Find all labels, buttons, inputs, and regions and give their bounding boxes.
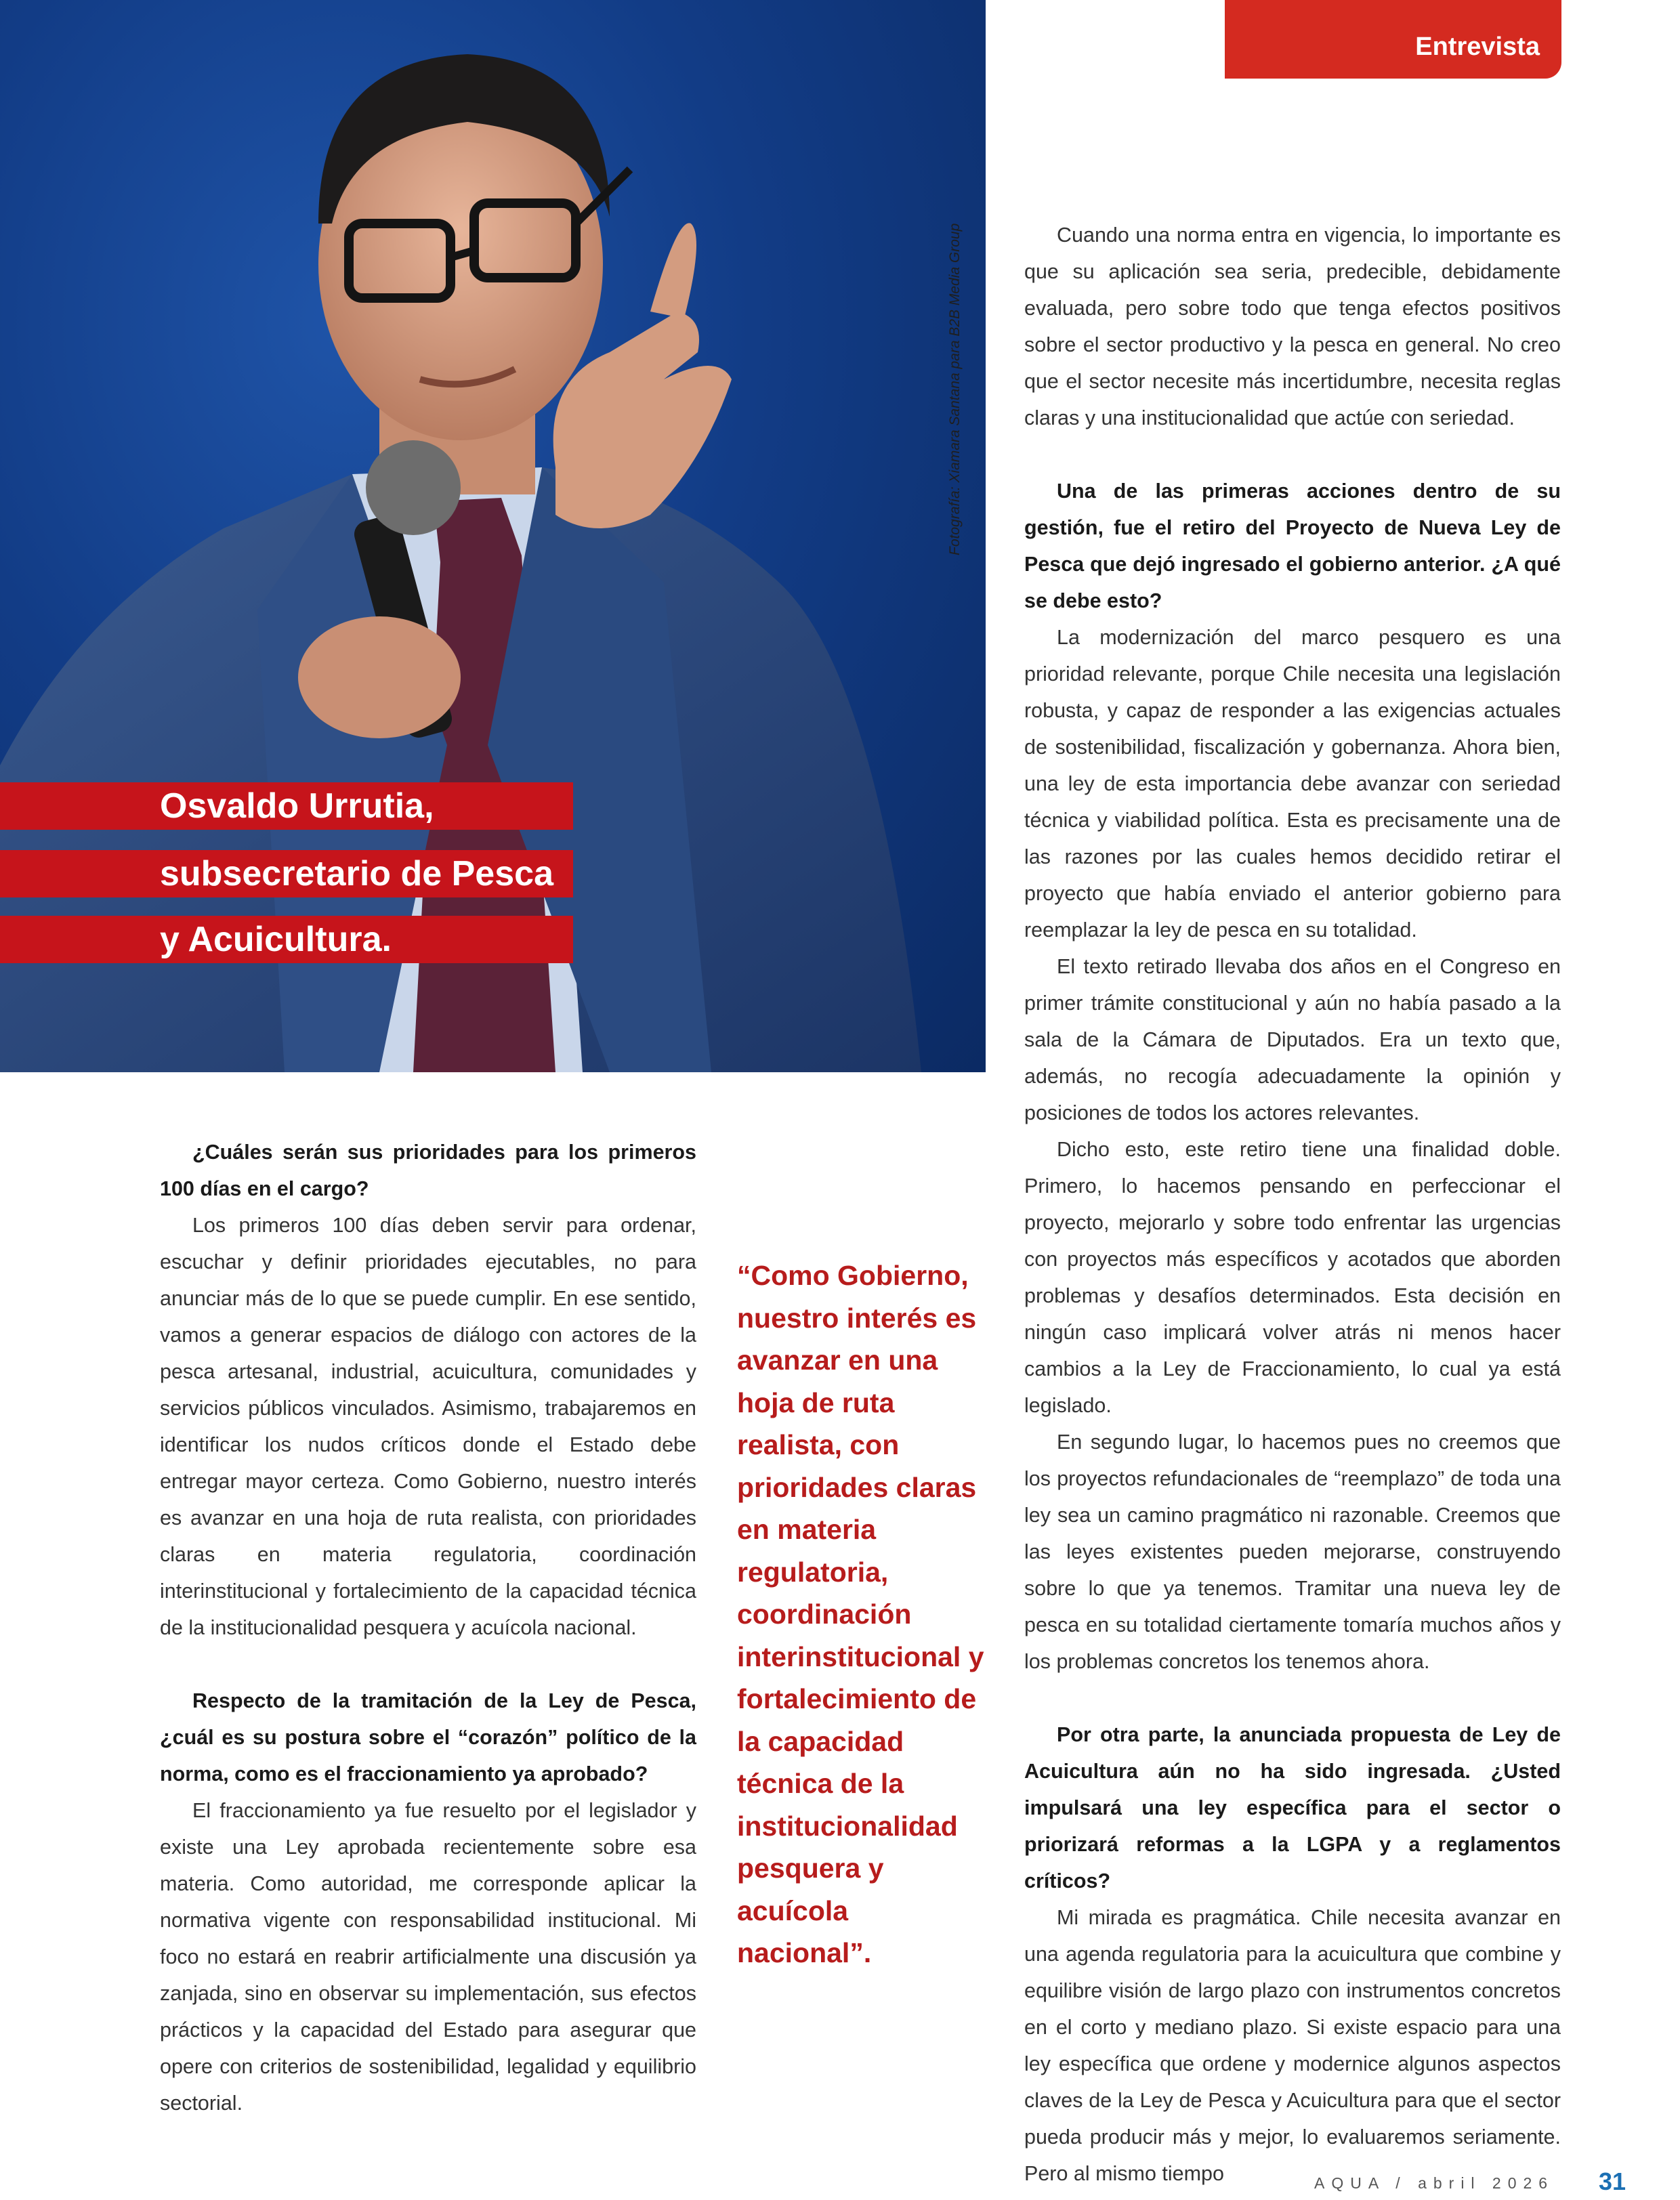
answer-paragraph: Dicho esto, este retiro tiene una finalidad doble. Primero, lo hacemos pensando en perfeccionar el proyecto, mejorarlo y sobre todo enfrentar las urgencias con proyectos más específicos y acotados que aborden problemas y desafíos determinados. Esta decisión en ningún caso implicará volver atrás ni menos hacer cambios a la Ley de Fraccionamiento, lo cual ya está legislado. [1024, 1138, 1561, 1417]
photo-credit: Fotografía: Xiamara Santana para B2B Media Group [947, 223, 963, 555]
caption-line-role-cont: y Acuicultura. [0, 916, 573, 963]
question: Una de las primeras acciones dentro de su gestión, fue el retiro del Proyecto de Nueva Ley de Pesca que dejó ingresado el gobierno anterior. ¿A qué se debe esto? [1024, 480, 1561, 612]
right-column [1024, 217, 1561, 2192]
question: Respecto de la tramitación de la Ley de Pesca, ¿cuál es su postura sobre el “corazón” político de la norma, como es el fraccionamiento ya aprobado? [160, 1689, 696, 1785]
answer-paragraph: En segundo lugar, lo hacemos pues no creemos que los proyectos refundacionales de “reemplazo” de toda una ley sea un camino pragmático ni razonable. Creemos que las leyes existentes pueden mejorarse, construyendo sobre lo que ya tenemos. Tramitar una nueva ley de pesca en su totalidad ciertamente tomaría muchos años y los problemas concretos los tenemos ahora. [1024, 1431, 1561, 1673]
caption-line-role: subsecretario de Pesca [0, 850, 573, 897]
answer-paragraph: Mi mirada es pragmática. Chile necesita avanzar en una agenda regulatoria para la acuicultura que combine y equilibre visión de largo plazo con instrumentos concretos en el corto y mediano plazo. Si existe espacio para una ley específica que ordene y modernice algunos aspectos claves de la Ley de Pesca y Acuicultura para que el sector pueda producir más y mejor, lo evaluaremos seriamente. Pero al mismo tiempo [1024, 1906, 1561, 2185]
pull-quote: “Como Gobierno, nuestro interés es avanzar en una hoja de ruta realista, con prioridades claras en materia regulatoria, coordinación interinstitucional y fortalecimiento de la capacidad técnica de la institucionalidad pesquera y acuícola nacional”. [737, 1260, 984, 1968]
portrait-photo [0, 0, 986, 1072]
answer-paragraph: La modernización del marco pesquero es una prioridad relevante, porque Chile necesita una legislación robusta, y capaz de responder a las exigencias actuales de sostenibilidad, fiscalización y gobernanza. Ahora bien, una ley de esta importancia debe avanzar con seriedad técnica y viabilidad política. Esta es precisamente una de las razones por las cuales hemos decidido retirar el proyecto que había enviado el anterior gobierno para reemplazar la ley de pesca en su totalidad. [1024, 626, 1561, 942]
page-number: 31 [1599, 2167, 1626, 2195]
left-column [160, 1134, 696, 2121]
answer-paragraph: Los primeros 100 días deben servir para ordenar, escuchar y definir prioridades ejecutables, no para anunciar más de lo que se puede cumplir. En ese sentido, vamos a generar espacios de diálogo con actores de la pesca artesanal, industrial, acuicultura, comunidades y servicios públicos vinculados. Asimismo, trabajaremos en identificar los nudos críticos donde el Estado debe entregar mayor certeza. Como Gobierno, nuestro interés es avanzar en una hoja de ruta realista, con prioridades claras en materia regulatoria, coordinación interinstitucional y fortalecimiento de la capacidad técnica de la institucionalidad pesquera y acuícola nacional. [160, 1214, 696, 1639]
answer-paragraph: El fraccionamiento ya fue resuelto por el legislador y existe una Ley aprobada recientemente sobre esa materia. Como autoridad, me corresponde aplicar la normativa vigente con responsabilidad institucional. Mi foco no estará en reabrir artificialmente una discusión ya zanjada, sino en observar su implementación, sus efectos prácticos y la capacidad del Estado para asegurar que opere con criterios de sostenibilidad, legalidad y equilibrio sectorial. [160, 1799, 696, 2115]
question: ¿Cuáles serán sus prioridades para los primeros 100 días en el cargo? [160, 1141, 696, 1200]
caption-line-name: Osvaldo Urrutia, [0, 782, 573, 830]
footer-magazine: AQUA / abril 2026 [1314, 2174, 1555, 2192]
question: Por otra parte, la anunciada propuesta de Ley de Acuicultura aún no ha sido ingresada. ¿Usted impulsará una ley específica para el sector o priorizará reformas a la LGPA y a reglamentos críticos? [1024, 1723, 1561, 1892]
answer-paragraph: El texto retirado llevaba dos años en el Congreso en primer trámite constitucional y aún no había pasado a la sala de la Cámara de Diputados. Era un texto que, además, no recogía adecuadamente la opinión y posiciones de todos los actores relevantes. [1024, 955, 1561, 1124]
answer-paragraph: Cuando una norma entra en vigencia, lo importante es que su aplicación sea seria, predecible, debidamente evaluada, pero sobre todo que tenga efectos positivos sobre el sector productivo y la pesca en general. No creo que el sector necesite más incertidumbre, necesita reglas claras y una institucionalidad que actúe con seriedad. [1024, 224, 1561, 429]
portrait-illustration [0, 0, 986, 1072]
section-tag: Entrevista [1225, 0, 1561, 79]
